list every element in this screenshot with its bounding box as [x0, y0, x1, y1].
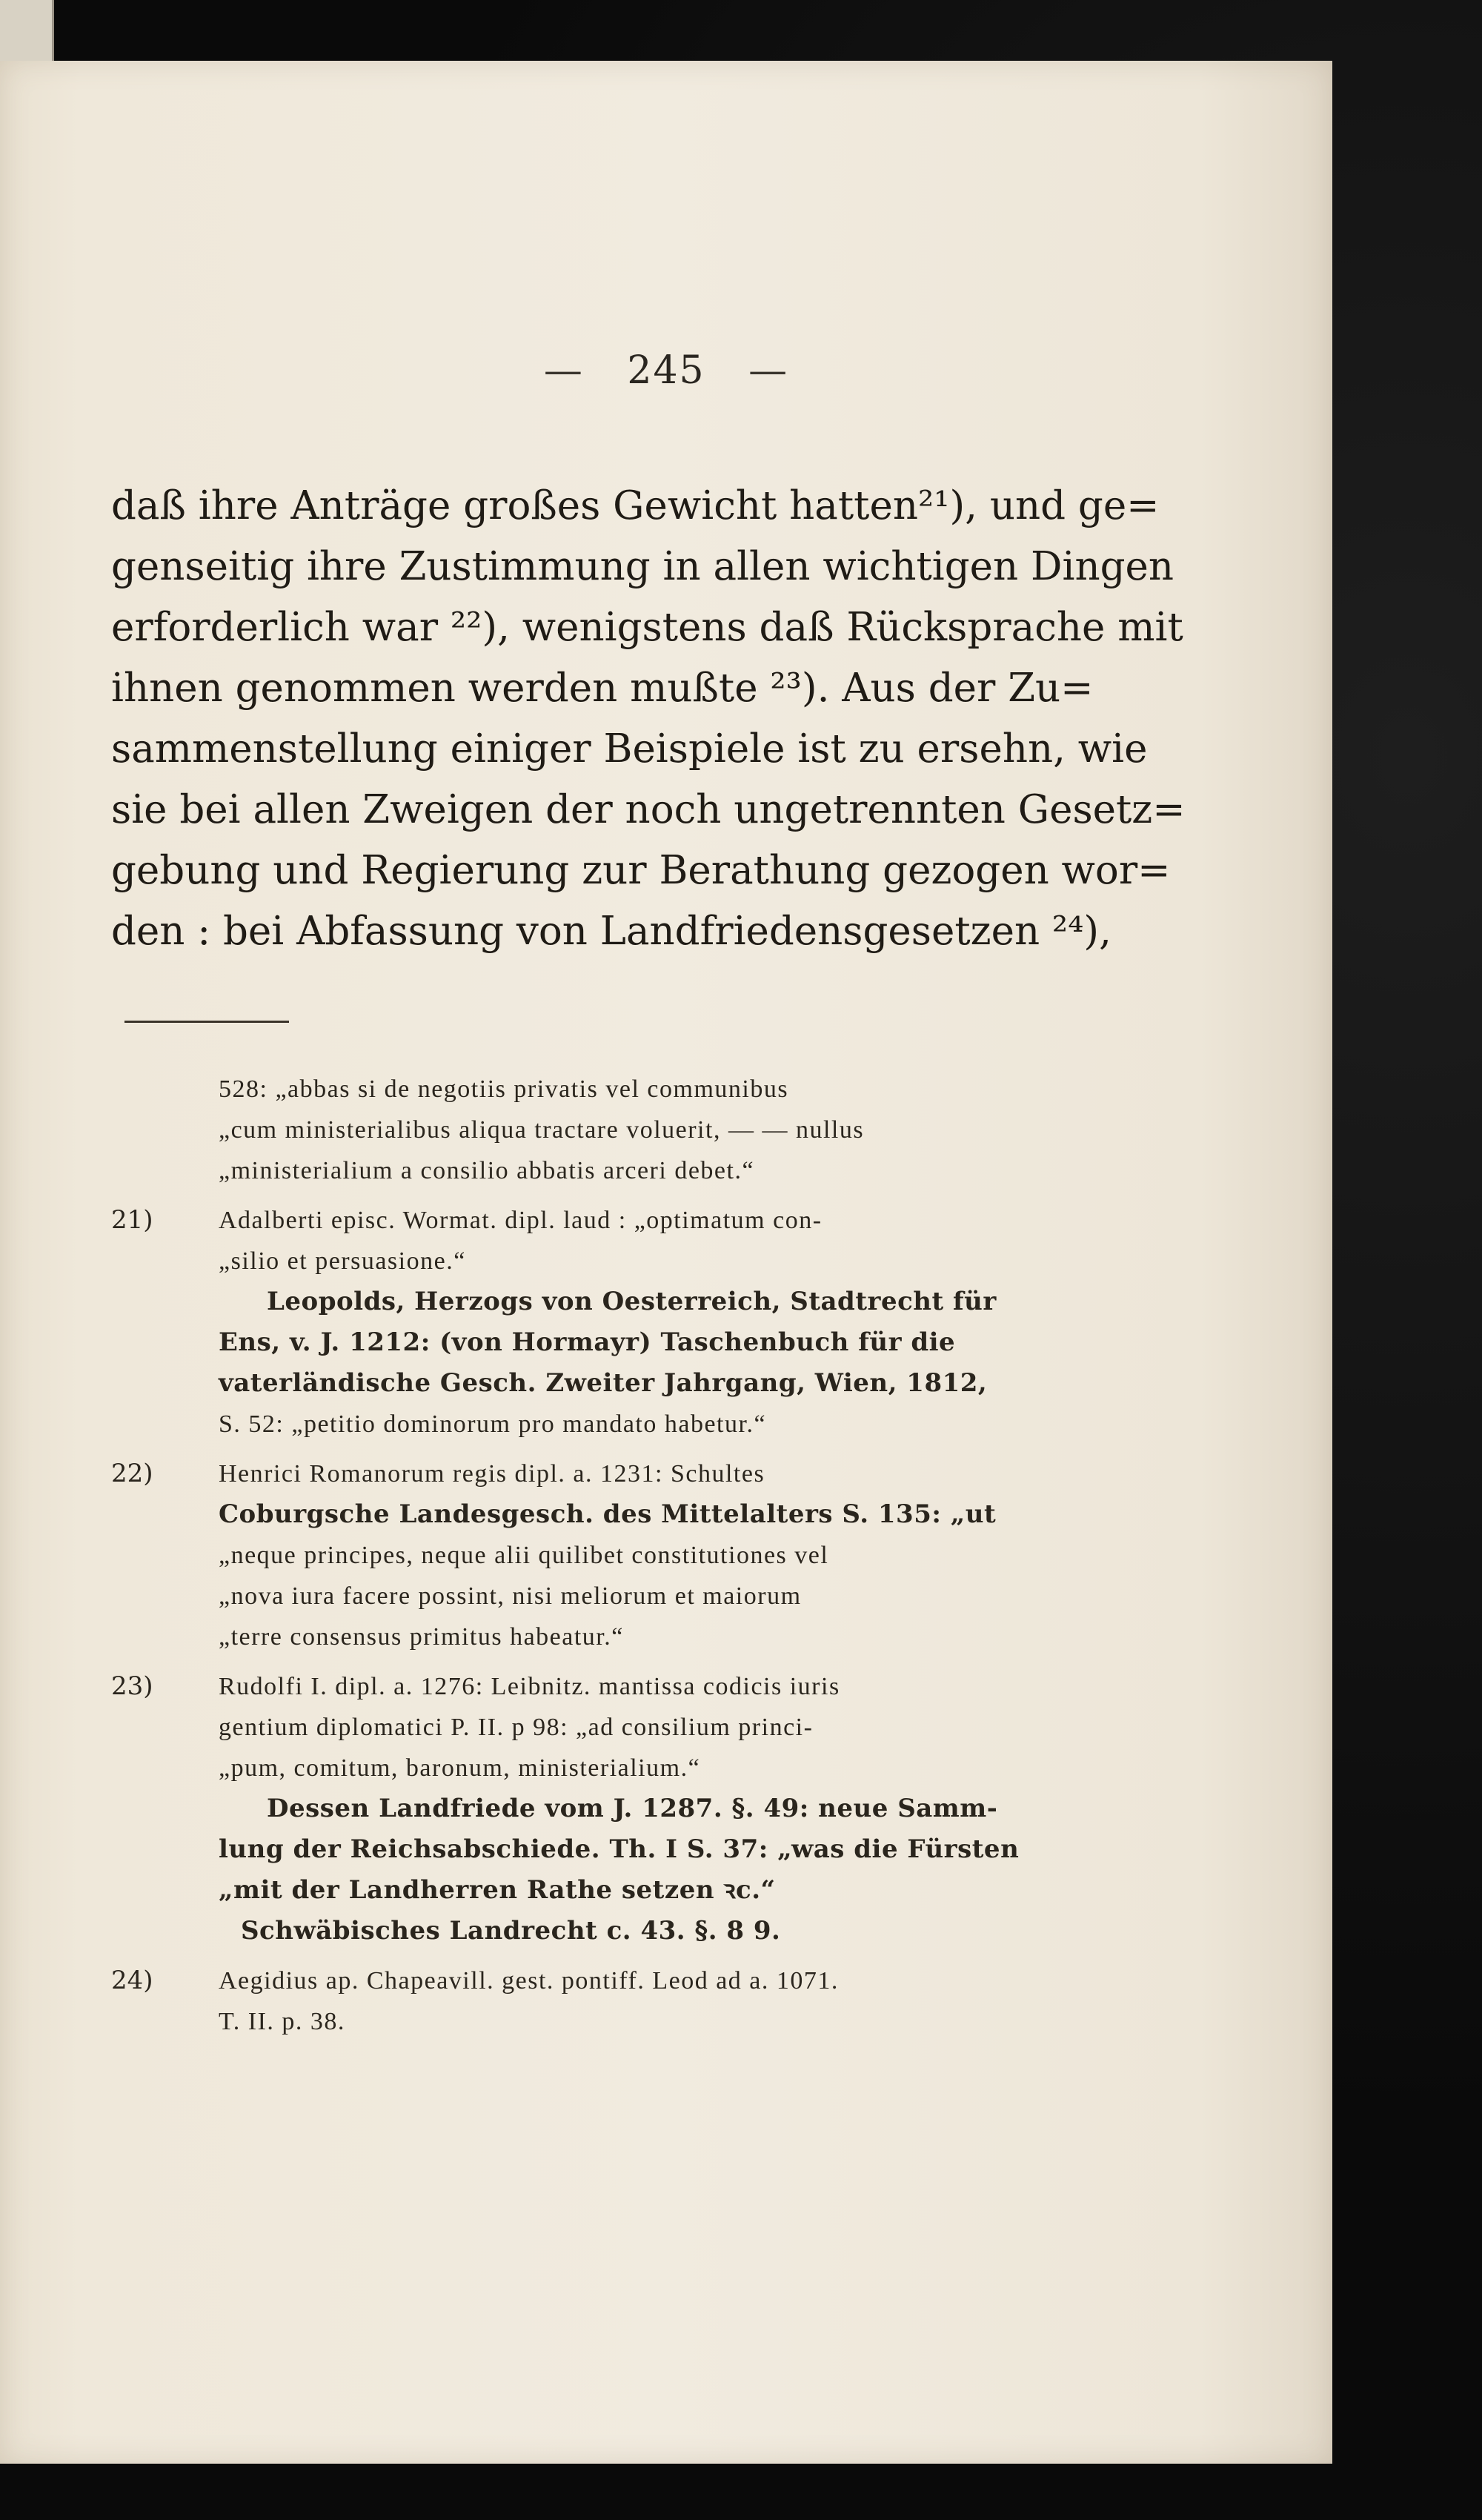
header-dash-left: —	[543, 348, 584, 393]
footnote-line: „terre consensus primitus habeatur.“	[219, 1623, 624, 1651]
page-header	[0, 348, 1332, 393]
footnote-continuation	[111, 1069, 1097, 1191]
footnotes	[111, 1069, 1097, 2051]
main-text-line: sie bei allen Zweigen der noch ungetrennten Gesetz=	[111, 787, 1186, 832]
footnote-line: 528: „abbas si de negotiis privatis vel communibus	[219, 1075, 789, 1103]
footnote-line: S. 52: „petitio dominorum pro mandato habetur.“	[219, 1410, 767, 1438]
footnote-line: „cum ministerialibus aliqua tractare voluerit, — — nullus	[219, 1116, 865, 1144]
footnote-line: gentium diplomatici P. II. p 98: „ad consilium princi-	[219, 1714, 814, 1741]
main-text-line: sammenstellung einiger Beispiele ist zu ersehn, wie	[111, 726, 1148, 772]
footnote-line: Dessen Landfriede vom J. 1287. §. 49: neue Samm-	[267, 1794, 998, 1823]
footnote-number: 22)	[111, 1459, 153, 1488]
main-text-line: gebung und Regierung zur Berathung gezogen wor=	[111, 848, 1171, 893]
footnote-line: Adalberti episc. Wormat. dipl. laud : „optimatum con-	[219, 1207, 823, 1234]
footnote-line: lung der Reichsabschiede. Th. I S. 37: „was die Fürsten	[219, 1834, 1020, 1864]
footnote-line: Schwäbisches Landrecht c. 43. §. 8 9.	[241, 1916, 781, 1946]
footnote-line: „pum, comitum, baronum, ministerialium.“	[219, 1754, 701, 1782]
page-number: 245	[627, 348, 705, 393]
footnote-line: Coburgsche Landesgesch. des Mittelalters S. 135: „ut	[219, 1499, 997, 1529]
header-dash-right: —	[748, 348, 789, 393]
footnote-line: „mit der Landherren Rathe setzen ꝛc.“	[219, 1875, 776, 1905]
footnote-line: Leopolds, Herzogs von Oesterreich, Stadtrecht für	[267, 1287, 997, 1316]
main-text-line: genseitig ihre Zustimmung in allen wichtigen Dingen	[111, 544, 1174, 589]
footnote-number: 23)	[111, 1671, 153, 1701]
main-text-line: den : bei Abfassung von Landfriedensgesetzen ²⁴),	[111, 909, 1112, 954]
footnote-22	[111, 1453, 1097, 1657]
footnote-line: „ministerialium a consilio abbatis arceri debet.“	[219, 1157, 755, 1184]
main-text-line: ihnen genommen werden mußte ²³). Aus der Zu=	[111, 666, 1094, 711]
footnote-number: 24)	[111, 1966, 153, 1995]
footnote-line: Henrici Romanorum regis dipl. a. 1231: Schultes	[219, 1460, 765, 1488]
footnote-number: 21)	[111, 1205, 153, 1235]
footnote-line: Ens, v. J. 1212: (von Hormayr) Taschenbuch für die	[219, 1327, 956, 1357]
main-text-line: erforderlich war ²²), wenigstens daß Rücksprache mit	[111, 605, 1183, 650]
footnote-line: vaterländische Gesch. Zweiter Jahrgang, Wien, 1812,	[219, 1368, 988, 1398]
footnote-line: „neque principes, neque alii quilibet constitutiones vel	[219, 1542, 829, 1569]
main-text	[111, 476, 1186, 962]
footnote-21	[111, 1200, 1097, 1445]
footnote-line: Rudolfi I. dipl. a. 1276: Leibnitz. mantissa codicis iuris	[219, 1673, 840, 1700]
footnote-line: Aegidius ap. Chapeavill. gest. pontiff. Leod ad a. 1071.	[219, 1967, 839, 1995]
footnote-23	[111, 1666, 1097, 1952]
footnote-line: „silio et persuasione.“	[219, 1247, 466, 1275]
footnote-line: „nova iura facere possint, nisi meliorum et maiorum	[219, 1582, 802, 1610]
footnote-separator	[124, 1021, 289, 1023]
footnote-line: T. II. p. 38.	[219, 2008, 345, 2035]
main-text-line: daß ihre Anträge großes Gewicht hatten²¹), und ge=	[111, 483, 1160, 528]
footnote-24	[111, 1960, 1097, 2042]
underlying-page-edge	[0, 0, 54, 70]
book-page	[0, 61, 1332, 2464]
